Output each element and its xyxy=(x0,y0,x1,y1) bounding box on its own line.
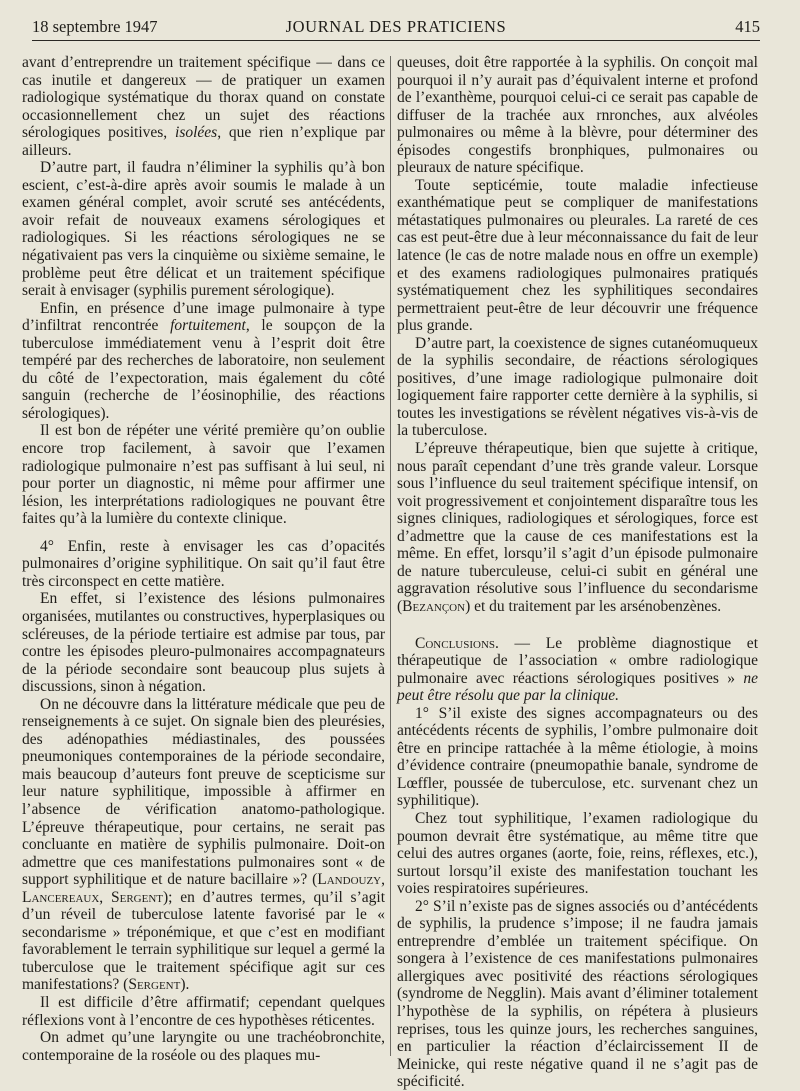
paragraph: 1° S’il existe des signes accompagnateurs ou des antécédents récents de syphilis, l’ombre pulmonaire doit être en principe rattachée à la même étiologie, à moins d’évidence contraire (pneumopathie banale, syndrome de Lœffler, poussée de tuberculose, etc. survenant chez un syphilitique). xyxy=(397,704,758,810)
paragraph: Il est difficile d’être affirmatif; cependant quelques réflexions vont à l’encontre de ces hypothèses réticentes. xyxy=(22,993,385,1029)
running-header xyxy=(32,14,760,41)
left-column xyxy=(22,54,385,1064)
conclusions-heading: Conclusions. xyxy=(415,634,499,652)
right-column xyxy=(397,54,758,1091)
paragraph: avant d’entreprendre un traitement spécifique — dans ce cas inutile et dangereux — de pratiquer un examen radiologique systématique du thorax quand on constate occasionnellement chez un sujet des réactions sérologiques positives, isolées, que rien n’explique par ailleurs. xyxy=(22,54,385,159)
paragraph: Toute septicémie, toute maladie infectieuse exanthématique peut se compliquer de manifestations métastatiques pulmonaires ou pleurales. La rareté de ces cas est peut-être due à leur méconnaissance du fait de leur latence (le cas de notre malade nous en offre un exemple) et des examens radiologiques pulmonaires pratiqués systématiquement chez les syphilitiques secondaires permettraient peut-être de leur découvrir une fréquence plus grande. xyxy=(397,176,758,335)
paragraph: Chez tout syphilitique, l’examen radiologique du poumon devrait être systématique, au même titre que celui des autres organes (aorte, foie, reins, réflexes, etc.), surtout lorsqu’il existe des manifestation touchant les voies respiratoires supérieures. xyxy=(397,809,758,898)
column-divider xyxy=(390,56,391,1056)
paragraph: On ne découvre dans la littérature médicale que peu de renseignements à ce sujet. On signale bien des pleurésies, des adénopathies médiastinales, des poussées pneumoniques contemporaines de la période secondaire, mais beaucoup d’auteurs font preuve de scepticisme sur leur nature syphilitique, impossible à affirmer en l’absence de vérification anatomo-pathologique. L’épreuve thérapeutique, pour certains, ne serait pas concluante en matière de syphilis pulmonaire. Doit-on admettre que ces manifestations pulmonaires sont « de support syphilitique et de nature bacillaire »? (Landouzy, Lancereaux, Sergent); en d’autres termes, qu’il s’agit d’un réveil de tuberculose latente favorisé par le « secondarisme » tréponémique, et que c’est en modifiant favorablement le terrain syphilitique sur lequel a germé la tuberculose que le traitement spécifique agit sur ces manifestations? (Sergent). xyxy=(22,695,385,994)
paragraph: Il est bon de répéter une vérité première qu’on oublie encore trop facilement, à savoir que l’examen radiologique pulmonaire n’est pas suffisant à lui seul, ni pour porter un diagnostic, ni même pour affirmer une lésion, les interprétations radiologiques ne pouvant être faites qu’à la lumière du contexte clinique. xyxy=(22,422,385,528)
paragraph: On admet qu’une laryngite ou une trachéobronchite, contemporaine de la roséole ou des plaques mu- xyxy=(22,1029,385,1064)
paragraph: L’épreuve thérapeutique, bien que sujette à critique, nous paraît cependant d’une très grande valeur. Lorsque sous l’influence du seul traitement spécifique intensif, on voit progressivement et conjointement disparaître tous les signes cliniques, radiologiques et sérologiques, force est d’admettre que la cause de ces manifestations est la même. En effet, lorsqu’il s’agit d’un épisode pulmonaire de nature tuberculeuse, celui-ci subit en général une aggravation résolutive sous l’influence du secondarisme (Bezançon) et du traitement par les arsénobenzènes. xyxy=(397,440,758,615)
paragraph: 2° S’il n’existe pas de signes associés ou d’antécédents de syphilis, la prudence s’impose; il ne faudra jamais entreprendre d’emblée un traitement spécifique. On songera à l’existence de ces manifestations pulmonaires allergiques avec positivité des réactions sérologiques (syndrome de Negglin). Mais avant d’éliminer totalement l’hypothèse de la syphilis, on répétera à plusieurs reprises, tous les quinze jours, les recherches sanguines, en particulier la réaction d’éclaircissement II de Meinicke, qui reste négative quand il ne s’agit pas de spécificité. xyxy=(397,897,758,1091)
section-4-paragraph: 4° Enfin, reste à envisager les cas d’opacités pulmonaires d’origine syphilitique. On sait qu’il faut être très circonspect en cette matière. xyxy=(22,537,385,590)
paragraph: D’autre part, il faudra n’éliminer la syphilis qu’à bon escient, c’est-à-dire après avoir soumis le malade à un examen général complet, avoir scruté ses antécédents, avoir refait de nouveaux examens sérologiques et radiologiques. Si les réactions sérologiques ne se négativaient pas vers la cinquième ou sixième semaine, le problème peut être délicat et un traitement spécifique serait à envisager (syphilis purement sérologique). xyxy=(22,159,385,300)
paragraph: D’autre part, la coexistence de signes cutanéomuqueux de la syphilis secondaire, de réactions sérologiques positives, d’une image radiologique pulmonaire doit logiquement faire rapporter cette dernière à la syphilis, si toutes les investigations se révèlent négatives vis-à-vis de la tuberculose. xyxy=(397,334,758,440)
paragraph: queuses, doit être rapportée à la syphilis. On conçoit mal pourquoi il n’y aurait pas d’équivalent interne et profond de l’exanthème, pourquoi celui-ci ce serait pas capable de diffuser de la trachée aux rnronches, aux alvéoles pulmonaires ou même à la blèvre, pour déterminer des épisodes congestifs bronphiques, pulmonaires ou pleuraux de nature spécifique. xyxy=(397,54,758,177)
header-date: 18 septembre 1947 xyxy=(32,17,158,36)
journal-title: JOURNAL DES PRATICIENS xyxy=(285,17,507,36)
paragraph: Enfin, en présence d’une image pulmonaire à type d’infiltrat rencontrée fortuitement, le soupçon de la tuberculose immédiatement venu à l’esprit doit être tempéré par des recherches de laboratoire, non seulement du côté de l’expectoration, mais également du côté sanguin (recherche de l’éosinophilie, des réactions sérologiques). xyxy=(22,299,385,422)
page-number: 415 xyxy=(735,17,760,36)
paragraph: En effet, si l’existence des lésions pulmonaires organisées, mutilantes ou constructives, hyperplasiques ou scléreuses, de la période tertiaire est admise par tous, par contre les épisodes pleuro-pulmonaires accompagnateurs de la période secondaire sont beaucoup plus sujets à discussions, sinon à négation. xyxy=(22,590,385,696)
conclusions-paragraph: Conclusions. — Le problème diagnostique et thérapeutique de l’association « ombre radiologique pulmonaire avec réactions sérologiques positives » ne peut être résolu que par la clinique. xyxy=(397,634,758,705)
